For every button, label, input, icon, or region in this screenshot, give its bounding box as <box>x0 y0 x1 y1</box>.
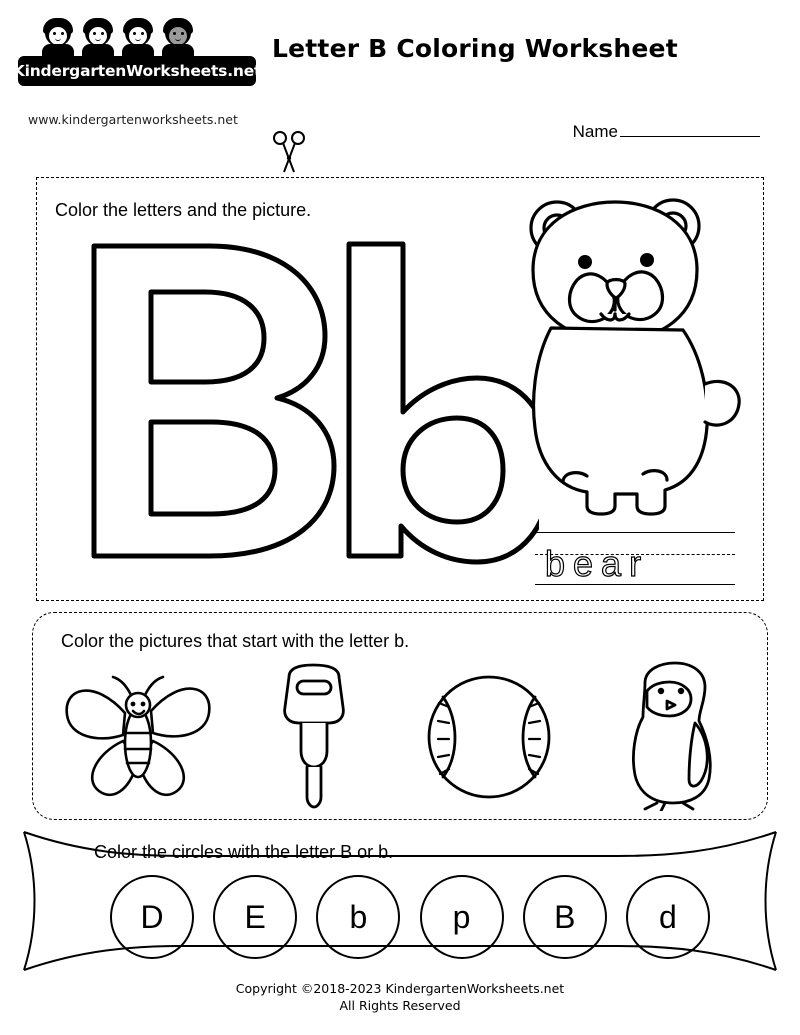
letter-circle[interactable]: B <box>523 875 607 959</box>
bear-icon[interactable] <box>515 188 745 518</box>
rights-text: All Rights Reserved <box>339 998 461 1013</box>
site-url[interactable]: www.kindergartenworksheets.net <box>28 112 238 127</box>
section2-instruction: Color the pictures that start with the letter b. <box>61 631 410 651</box>
letter-circle[interactable]: p <box>420 875 504 959</box>
section-color-pictures <box>32 612 768 820</box>
baby-bottle-icon[interactable] <box>231 661 396 811</box>
name-blank-line[interactable] <box>620 122 760 137</box>
trace-line-bottom <box>535 584 735 585</box>
word-trace-lines[interactable] <box>535 530 735 592</box>
section1-instruction: Color the letters and the picture. <box>55 200 312 220</box>
copyright-text: Copyright ©2018-2023 KindergartenWorksheets.net <box>235 981 565 996</box>
bird-icon[interactable] <box>583 661 748 811</box>
scissors-icon <box>268 130 310 176</box>
page-header <box>0 0 800 150</box>
logo-banner <box>12 56 262 86</box>
trace-word[interactable]: bear <box>545 543 650 584</box>
site-logo[interactable] <box>12 18 262 86</box>
butterfly-icon[interactable] <box>55 661 220 811</box>
baseball-icon[interactable] <box>407 661 572 811</box>
trace-line-top <box>535 532 735 533</box>
section-color-letters <box>36 177 764 601</box>
section3-instruction: Color the circles with the letter B or b. <box>94 842 394 862</box>
letter-circle[interactable]: d <box>626 875 710 959</box>
picture-row <box>49 661 753 811</box>
name-label: Name <box>572 122 618 141</box>
page-title: Letter B Coloring Worksheet <box>272 34 678 63</box>
letter-circle[interactable]: D <box>110 875 194 959</box>
page-footer <box>0 980 800 1014</box>
letter-circle-row <box>110 872 710 962</box>
letter-circle[interactable]: b <box>316 875 400 959</box>
big-letters-outline[interactable] <box>59 226 539 576</box>
section-color-circles <box>22 826 778 974</box>
letter-circle[interactable]: E <box>213 875 297 959</box>
name-field <box>573 122 760 142</box>
logo-text: KindergartenWorksheets.net <box>12 62 262 80</box>
